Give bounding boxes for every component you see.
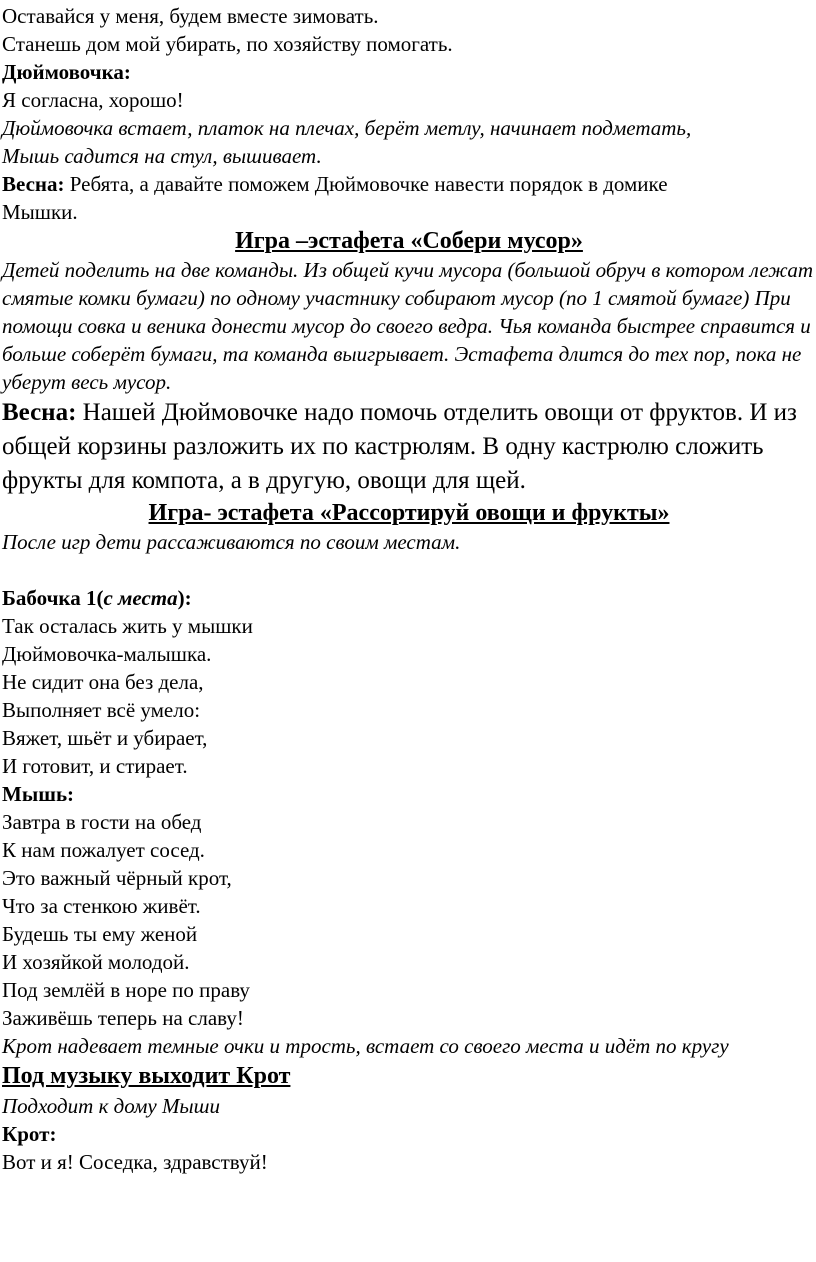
verse-line: Под землёй в норе по праву [2, 978, 250, 1002]
section-heading: Игра –эстафета «Собери мусор» [235, 228, 583, 254]
section-heading: Под музыку выходит Крот [2, 1063, 291, 1089]
section-heading: Игра- эстафета «Рассортируй овощи и фрукты» [148, 500, 670, 526]
verse-line: Заживёшь теперь на славу! [2, 1006, 244, 1030]
speaker-label: Дюймовочка: [2, 60, 131, 84]
verse-line: И хозяйкой молодой. [2, 950, 190, 974]
text-line: Оставайся у меня, будем вместе зимовать. [2, 4, 379, 28]
stage-direction: Крот надевает темные очки и трость, встает со своего места и идёт по кругу [2, 1034, 729, 1058]
speech-paragraph [2, 396, 816, 498]
speaker-label: Крот: [2, 1122, 57, 1146]
speech-paragraph [2, 170, 816, 198]
speaker-label: Мышь: [2, 782, 75, 806]
verse-line: К нам пожалует сосед. [2, 838, 205, 862]
text-line: Я согласна, хорошо! [2, 88, 184, 112]
speaker-label [2, 584, 816, 612]
verse-line: Вяжет, шьёт и убирает, [2, 726, 208, 750]
stage-direction: Мышь садится на стул, вышивает. [2, 144, 322, 168]
speaker-label: Весна: [2, 399, 77, 426]
game-description: Детей поделить на две команды. Из общей кучи мусора (большой обруч в котором лежат смятые комки бумаги) по одному участнику собирают мусор (по 1 смятой бумаге) При помощи совка и веника донести мусор до своего ведра. Чья команда быстрее справится и больше соберёт бумаги, та команда выигрывает. Эстафета длится до тех пор, пока не уберут весь мусор. [2, 258, 814, 394]
speaker-name: Бабочка 1( [2, 586, 104, 610]
verse-line: Будешь ты ему женой [2, 922, 198, 946]
verse-line: И готовит, и стирает. [2, 754, 188, 778]
stage-direction: После игр дети рассаживаются по своим местам. [2, 530, 461, 554]
text-line: Станешь дом мой убирать, по хозяйству помогать. [2, 32, 453, 56]
verse-line: Не сидит она без дела, [2, 670, 204, 694]
speaker-note: с места [103, 586, 178, 610]
verse-line: Это важный чёрный крот, [2, 866, 232, 890]
speech-text: Нашей Дюймовочке надо помочь отделить овощи от фруктов. И из общей корзины разложить их по кастрюлям. В одну кастрюлю сложить фрукты для компота, а в другую, овощи для щей. [2, 399, 797, 494]
verse-line: Завтра в гости на обед [2, 810, 202, 834]
text-line: Мышки. [2, 200, 78, 224]
blank-line [2, 556, 816, 584]
stage-direction: Подходит к дому Мыши [2, 1094, 221, 1118]
verse-line: Что за стенкою живёт. [2, 894, 201, 918]
speaker-label: Весна: [2, 172, 65, 196]
verse-line: Вот и я! Соседка, здравствуй! [2, 1150, 268, 1174]
verse-line: Выполняет всё умело: [2, 698, 201, 722]
speech-text: Ребята, а давайте поможем Дюймовочке навести порядок в домике [64, 172, 668, 196]
verse-line: Так осталась жить у мышки [2, 614, 253, 638]
stage-direction: Дюймовочка встает, платок на плечах, берёт метлу, начинает подметать, [2, 116, 692, 140]
speaker-suffix: ): [177, 586, 192, 610]
verse-line: Дюймовочка-малышка. [2, 642, 212, 666]
